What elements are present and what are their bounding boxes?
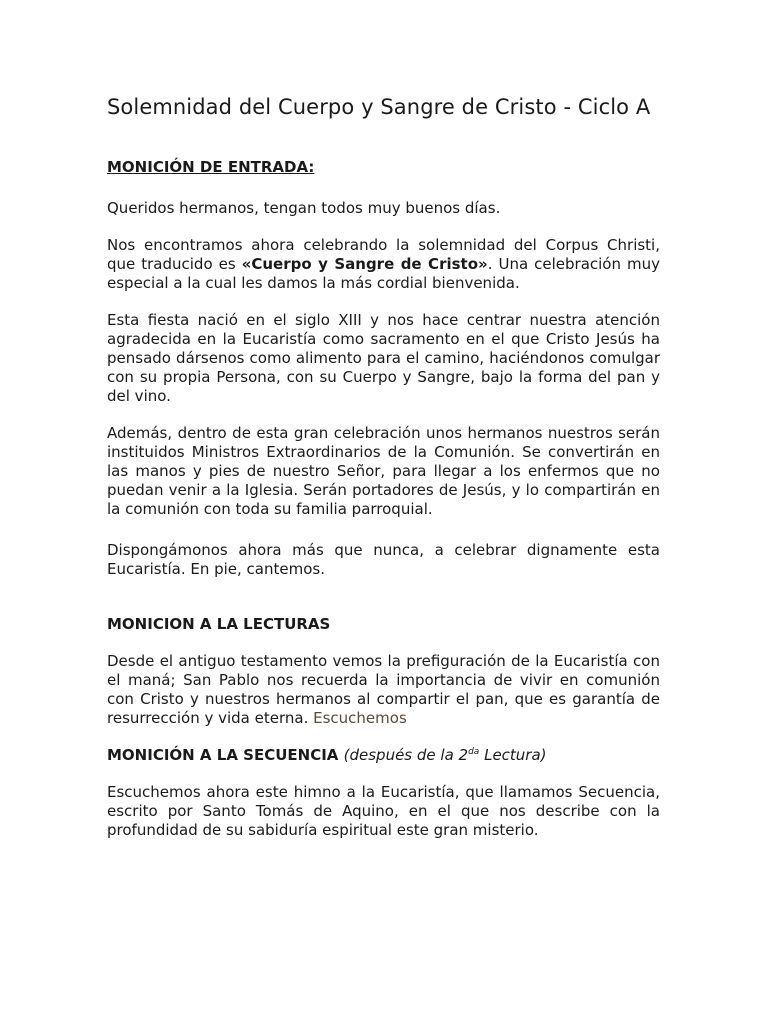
secuencia-heading: MONICIÓN A LA SECUENCIA <box>107 746 339 764</box>
entrada-p2-after: . Una celebración muy especial a la cual les damos la más cordial bienvenida. <box>107 255 660 292</box>
secuencia-aside <box>344 746 547 764</box>
secuencia-aside-sup: da <box>468 747 480 757</box>
entrada-paragraph-2 <box>107 236 660 293</box>
entrada-heading: MONICIÓN DE ENTRADA: <box>107 158 315 176</box>
entrada-p2-before: Nos encontramos ahora celebrando la solemnidad del Corpus Christi, que traducido es <box>107 236 660 273</box>
lecturas-heading: MONICION A LA LECTURAS <box>107 615 331 633</box>
entrada-paragraph-5: Dispongámonos ahora más que nunca, a celebrar dignamente esta Eucaristía. En pie, cantemos. <box>107 541 660 578</box>
lecturas-tail: Escuchemos <box>313 709 407 727</box>
secuencia-aside-after: Lectura) <box>479 746 547 764</box>
entrada-paragraph-4: Además, dentro de esta gran celebración unos hermanos nuestros serán instituidos Ministros Extraordinarios de la Comunión. Se convertirán en las manos y pies de nuestro Señor, para llegar a los enfermos que no puedan venir a la Iglesia. Serán portadores de Jesús, y lo compartirán en la comunión con toda su familia parroquial. <box>107 424 660 518</box>
lecturas-paragraph <box>107 652 660 728</box>
secuencia-heading-line <box>107 746 660 765</box>
lecturas-text: Desde el antiguo testamento vemos la prefiguración de la Eucaristía con el maná; San Pablo nos recuerda la importancia de vivir en comunión con Cristo y nuestros hermanos al compartir el pan, que es garantía de resurrección y vida eterna. <box>107 652 660 727</box>
entrada-p2-bold: «Cuerpo y Sangre de Cristo» <box>241 255 488 273</box>
secuencia-aside-before: (después de la 2 <box>343 746 469 764</box>
secuencia-paragraph: Escuchemos ahora este himno a la Eucaristía, que llamamos Secuencia, escrito por Santo Tomás de Aquino, en el que nos describe con la profundidad de su sabiduría espiritual este gran misterio. <box>107 783 660 839</box>
entrada-greeting: Queridos hermanos, tengan todos muy buenos días. <box>107 199 501 217</box>
entrada-paragraph-3: Esta fiesta nació en el siglo XIII y nos hace centrar nuestra atención agradecida en la Eucaristía como sacramento en el que Cristo Jesús ha pensado dársenos como alimento para el camino, haciéndonos comulgar con su propia Persona, con su Cuerpo y Sangre, bajo la forma del pan y del vino. <box>107 311 660 405</box>
document-title: Solemnidad del Cuerpo y Sangre de Cristo - Ciclo A <box>107 95 651 119</box>
